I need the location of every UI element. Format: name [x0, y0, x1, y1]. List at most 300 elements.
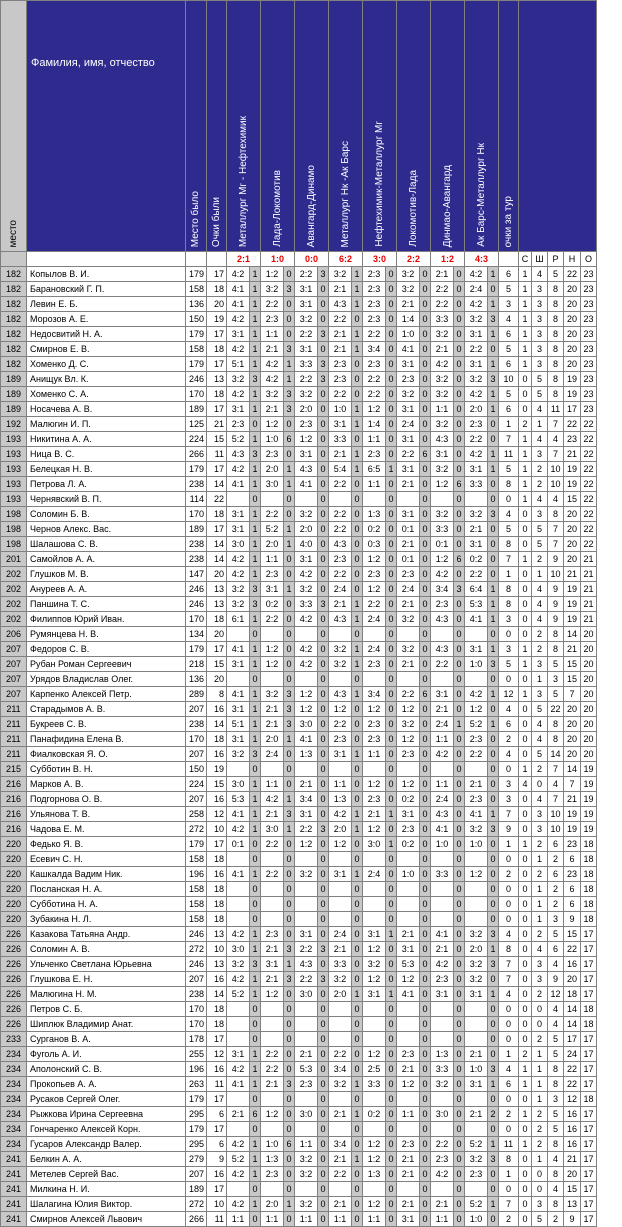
row-prediction-points: 0	[284, 657, 295, 672]
row-prediction-points: 3	[284, 807, 295, 822]
row-tour-points: 0	[499, 492, 519, 507]
row-result: 0	[519, 1092, 532, 1107]
row-was-place: 246	[186, 957, 207, 972]
row-prediction: 1:3	[295, 747, 318, 762]
row-prediction	[363, 1182, 386, 1197]
row-prediction-points: 0	[454, 537, 465, 552]
row-prediction-points: 0	[318, 1197, 329, 1212]
row-tour-points: 6	[499, 357, 519, 372]
row-was-place: 170	[186, 732, 207, 747]
row-prediction: 4:2	[227, 927, 250, 942]
row-prediction-points: 1	[352, 1107, 363, 1122]
row-prediction-points: 0	[352, 1167, 363, 1182]
row-place: 193	[1, 492, 27, 507]
row-prediction: 3:1	[329, 417, 352, 432]
row-prediction: 3:1	[397, 1212, 420, 1227]
row-prediction: 2:3	[363, 792, 386, 807]
row-place: 220	[1, 882, 27, 897]
row-name: Соломин Б. В.	[27, 507, 186, 522]
row-prediction: 2:3	[261, 1167, 284, 1182]
row-prediction: 3:2	[295, 1167, 318, 1182]
row-result: 7	[548, 792, 564, 807]
row-name: Носачева А. В.	[27, 402, 186, 417]
row-prediction-points: 1	[352, 822, 363, 837]
row-result: 18	[581, 882, 597, 897]
row-prediction-points: 0	[420, 597, 431, 612]
row-result: 5	[548, 927, 564, 942]
row-result: 1	[532, 1062, 548, 1077]
row-name: Филиппов Юрий Иван.	[27, 612, 186, 627]
row-prediction-points: 3	[250, 582, 261, 597]
row-result: 20	[581, 732, 597, 747]
row-prediction: 3:1	[227, 522, 250, 537]
row-result: 4	[548, 432, 564, 447]
row-prediction-points: 0	[420, 1182, 431, 1197]
row-was-place: 134	[186, 627, 207, 642]
row-result: 3	[532, 327, 548, 342]
row-prediction: 1:0	[329, 402, 352, 417]
row-prediction-points: 0	[318, 552, 329, 567]
row-tour-points: 6	[499, 267, 519, 282]
row-result: 20	[581, 717, 597, 732]
row-prediction: 2:0	[329, 987, 352, 1002]
row-prediction: 2:1	[295, 1047, 318, 1062]
table-row	[1, 972, 597, 987]
row-prediction-points: 0	[250, 1092, 261, 1107]
row-prediction-points: 0	[454, 702, 465, 717]
row-prediction: 2:3	[261, 312, 284, 327]
row-prediction-points: 0	[454, 792, 465, 807]
row-prediction: 2:2	[329, 522, 352, 537]
row-result: 1	[519, 282, 532, 297]
header-was-place: Место было	[186, 1, 207, 252]
row-place: 234	[1, 1062, 27, 1077]
row-result: 22	[581, 432, 597, 447]
row-prediction: 2:3	[465, 732, 488, 747]
row-prediction: 3:2	[295, 1152, 318, 1167]
row-prediction: 4:2	[431, 357, 454, 372]
row-prediction-points: 0	[284, 1212, 295, 1227]
table-row	[1, 402, 597, 417]
row-prediction-points: 0	[454, 867, 465, 882]
row-result: 7	[548, 537, 564, 552]
row-prediction: 1:0	[261, 432, 284, 447]
row-prediction-points: 1	[284, 522, 295, 537]
row-name: Недосвитий Н. А.	[27, 327, 186, 342]
row-prediction-points: 0	[386, 537, 397, 552]
row-result: 5	[532, 372, 548, 387]
row-prediction: 4:2	[227, 972, 250, 987]
row-was-place: 178	[186, 1032, 207, 1047]
row-prediction: 3:1	[465, 327, 488, 342]
row-result: 22	[564, 417, 581, 432]
row-was-points: 17	[207, 1032, 227, 1047]
row-prediction: 2:4	[431, 792, 454, 807]
row-name: Федько Я. В.	[27, 837, 186, 852]
row-result: 14	[564, 1017, 581, 1032]
row-result: 8	[548, 642, 564, 657]
row-name: Старадымов А. В.	[27, 702, 186, 717]
row-prediction-points: 0	[386, 1182, 397, 1197]
row-result: 22	[581, 447, 597, 462]
row-result: 22	[581, 492, 597, 507]
row-tour-points: 0	[499, 852, 519, 867]
row-prediction: 3:2	[227, 582, 250, 597]
row-prediction-points: 1	[250, 792, 261, 807]
row-prediction	[329, 1122, 352, 1137]
row-prediction-points: 1	[250, 702, 261, 717]
row-place: 182	[1, 312, 27, 327]
row-prediction: 0:1	[397, 522, 420, 537]
row-prediction-points: 0	[454, 327, 465, 342]
row-prediction-points: 0	[454, 1137, 465, 1152]
row-result: 5	[532, 522, 548, 537]
row-prediction-points: 0	[284, 627, 295, 642]
row-prediction-points: 0	[386, 642, 397, 657]
row-result: 17	[581, 1212, 597, 1227]
match-score: 6:2	[329, 252, 363, 267]
row-prediction-points: 3	[318, 357, 329, 372]
table-row	[1, 867, 597, 882]
row-prediction: 1:2	[329, 702, 352, 717]
row-prediction: 4:2	[329, 807, 352, 822]
row-result: 0	[519, 627, 532, 642]
row-prediction-points: 0	[386, 1197, 397, 1212]
row-prediction-points: 0	[250, 897, 261, 912]
row-prediction-points: 0	[284, 897, 295, 912]
table-row	[1, 642, 597, 657]
row-prediction-points: 0	[454, 672, 465, 687]
row-prediction: 2:2	[431, 657, 454, 672]
row-prediction: 1:2	[363, 582, 386, 597]
row-result: 1	[519, 1107, 532, 1122]
row-was-points: 18	[207, 732, 227, 747]
row-prediction: 1:2	[261, 1107, 284, 1122]
row-prediction: 2:2	[261, 612, 284, 627]
row-prediction: 4:2	[227, 567, 250, 582]
row-prediction: 5:3	[227, 792, 250, 807]
row-result: 0	[519, 972, 532, 987]
row-result: 12	[548, 987, 564, 1002]
row-result: 14	[564, 627, 581, 642]
row-prediction: 2:1	[465, 1107, 488, 1122]
row-prediction: 1:1	[261, 1212, 284, 1227]
row-prediction: 4:2	[431, 747, 454, 762]
row-prediction-points: 1	[488, 597, 499, 612]
row-prediction: 3:2	[431, 327, 454, 342]
row-was-place: 158	[186, 897, 207, 912]
header-match-5: Нефтехимик-Металлург Мг	[363, 1, 397, 252]
row-place: 241	[1, 1182, 27, 1197]
row-result: 17	[581, 1167, 597, 1182]
row-prediction-points: 1	[284, 822, 295, 837]
row-tour-points: 2	[499, 732, 519, 747]
row-prediction	[295, 1122, 318, 1137]
row-prediction: 4:1	[227, 807, 250, 822]
row-prediction: 3:2	[397, 717, 420, 732]
row-place: 207	[1, 657, 27, 672]
header-tour-points: очки за тур	[499, 1, 519, 252]
row-prediction-points: 0	[284, 267, 295, 282]
row-prediction: 3:0	[363, 837, 386, 852]
row-result: 3	[532, 447, 548, 462]
row-prediction-points: 0	[352, 312, 363, 327]
row-prediction: 3:3	[465, 477, 488, 492]
row-prediction-points: 0	[488, 882, 499, 897]
row-result: 8	[548, 507, 564, 522]
row-prediction: 3:1	[295, 297, 318, 312]
row-prediction: 5:2	[261, 522, 284, 537]
row-result: 16	[564, 1137, 581, 1152]
table-row	[1, 852, 597, 867]
row-result: 17	[581, 1077, 597, 1092]
row-result: 1	[519, 432, 532, 447]
row-prediction-points: 0	[420, 672, 431, 687]
row-prediction-points: 0	[420, 582, 431, 597]
row-result: 6	[548, 837, 564, 852]
row-prediction-points: 6	[250, 1107, 261, 1122]
table-row	[1, 957, 597, 972]
row-prediction-points: 6	[284, 432, 295, 447]
row-was-points: 12	[207, 1047, 227, 1062]
row-prediction-points: 0	[250, 1182, 261, 1197]
row-prediction: 5:3	[465, 597, 488, 612]
row-prediction-points: 0	[420, 1137, 431, 1152]
row-name: Малюгина Н. М.	[27, 987, 186, 1002]
row-prediction-points: 1	[250, 312, 261, 327]
row-prediction: 3:2	[227, 597, 250, 612]
row-prediction-points: 0	[420, 897, 431, 912]
row-result: 0	[519, 822, 532, 837]
row-prediction-points: 0	[488, 792, 499, 807]
row-prediction-points: 0	[386, 1212, 397, 1227]
table-row	[1, 447, 597, 462]
header-row	[1, 1, 597, 252]
row-place: 211	[1, 702, 27, 717]
row-prediction: 1:1	[227, 1212, 250, 1227]
row-prediction-points: 3	[318, 942, 329, 957]
row-prediction-points: 1	[352, 282, 363, 297]
row-tour-points: 3	[499, 642, 519, 657]
row-was-place: 272	[186, 1197, 207, 1212]
row-was-points: 16	[207, 1062, 227, 1077]
row-name: Подгорнова О. В.	[27, 792, 186, 807]
row-tour-points: 8	[499, 597, 519, 612]
row-prediction: 4:2	[295, 612, 318, 627]
row-prediction-points: 0	[420, 387, 431, 402]
row-result: 9	[548, 582, 564, 597]
row-prediction: 1:2	[397, 777, 420, 792]
table-row	[1, 1017, 597, 1032]
row-prediction-points: 0	[386, 477, 397, 492]
row-was-place: 179	[186, 462, 207, 477]
row-prediction-points: 1	[352, 987, 363, 1002]
row-was-place: 207	[186, 1167, 207, 1182]
row-place: 192	[1, 417, 27, 432]
row-was-place: 207	[186, 747, 207, 762]
row-prediction-points: 1	[250, 1077, 261, 1092]
row-was-place: 255	[186, 1047, 207, 1062]
row-name: Барановский Г. П.	[27, 282, 186, 297]
row-prediction-points: 0	[318, 777, 329, 792]
row-prediction: 2:2	[329, 567, 352, 582]
row-name: Белкин А. А.	[27, 1152, 186, 1167]
row-result: 3	[548, 912, 564, 927]
row-prediction: 2:3	[431, 597, 454, 612]
row-result: 22	[564, 1062, 581, 1077]
row-result: 23	[581, 282, 597, 297]
row-prediction: 3:1	[431, 687, 454, 702]
row-prediction-points: 0	[488, 1017, 499, 1032]
row-tour-points: 5	[499, 522, 519, 537]
row-prediction-points: 0	[318, 807, 329, 822]
row-place: 234	[1, 1047, 27, 1062]
row-prediction-points: 0	[318, 312, 329, 327]
row-result: 19	[581, 777, 597, 792]
row-prediction-points: 0	[420, 372, 431, 387]
row-prediction: 3:1	[397, 462, 420, 477]
row-prediction	[397, 762, 420, 777]
row-prediction-points: 0	[284, 642, 295, 657]
row-prediction: 2:2	[329, 717, 352, 732]
row-prediction: 2:2	[465, 342, 488, 357]
table-row	[1, 627, 597, 642]
row-tour-points: 3	[499, 297, 519, 312]
row-was-points: 15	[207, 657, 227, 672]
row-tour-points: 8	[499, 537, 519, 552]
row-prediction	[397, 1017, 420, 1032]
row-prediction-points: 0	[488, 552, 499, 567]
row-prediction: 1:1	[431, 402, 454, 417]
row-prediction-points: 0	[454, 432, 465, 447]
table-row	[1, 1002, 597, 1017]
row-prediction-points: 0	[284, 447, 295, 462]
row-prediction	[261, 492, 284, 507]
row-prediction-points: 0	[284, 567, 295, 582]
row-prediction-points: 3	[250, 372, 261, 387]
row-prediction	[227, 672, 250, 687]
row-prediction-points: 0	[454, 927, 465, 942]
row-prediction: 2:3	[261, 927, 284, 942]
row-was-points: 20	[207, 672, 227, 687]
row-result: 20	[564, 507, 581, 522]
row-prediction-points: 0	[284, 492, 295, 507]
row-prediction: 1:4	[397, 312, 420, 327]
row-was-place: 224	[186, 432, 207, 447]
row-was-place: 246	[186, 927, 207, 942]
row-result: 7	[564, 687, 581, 702]
row-prediction-points: 3	[488, 1152, 499, 1167]
row-prediction-points: 1	[250, 927, 261, 942]
row-prediction-points: 0	[284, 597, 295, 612]
row-prediction-points: 0	[454, 612, 465, 627]
row-prediction-points: 0	[454, 297, 465, 312]
row-result: 19	[581, 807, 597, 822]
row-result: 23	[581, 267, 597, 282]
row-prediction: 2:1	[397, 477, 420, 492]
row-prediction-points: 0	[352, 1197, 363, 1212]
row-prediction: 1:1	[363, 747, 386, 762]
row-prediction: 0:1	[431, 537, 454, 552]
score-row-blank	[27, 252, 186, 267]
row-prediction-points: 0	[318, 582, 329, 597]
row-prediction-points: 0	[250, 762, 261, 777]
row-prediction: 2:1	[397, 927, 420, 942]
row-prediction: 2:5	[363, 1062, 386, 1077]
row-prediction-points: 3	[318, 597, 329, 612]
row-prediction: 2:1	[329, 597, 352, 612]
row-prediction: 1:2	[261, 987, 284, 1002]
row-was-place: 196	[186, 867, 207, 882]
row-prediction: 5:2	[227, 1152, 250, 1167]
row-prediction: 2:1	[397, 1197, 420, 1212]
row-prediction-points: 1	[352, 327, 363, 342]
row-prediction: 1:2	[465, 702, 488, 717]
row-result: 0	[519, 1197, 532, 1212]
row-prediction: 2:1	[431, 702, 454, 717]
row-was-points: 16	[207, 972, 227, 987]
row-prediction: 4:2	[227, 462, 250, 477]
row-place: 226	[1, 1017, 27, 1032]
row-result: 18	[581, 852, 597, 867]
row-prediction-points: 0	[284, 312, 295, 327]
row-prediction	[363, 1017, 386, 1032]
row-prediction: 2:3	[363, 267, 386, 282]
row-result: 18	[581, 837, 597, 852]
row-prediction: 1:1	[363, 1212, 386, 1227]
row-prediction: 2:1	[261, 1077, 284, 1092]
row-prediction-points: 0	[352, 522, 363, 537]
row-prediction: 3:1	[295, 807, 318, 822]
table-row	[1, 927, 597, 942]
row-result: 0	[519, 882, 532, 897]
row-prediction-points: 6	[454, 477, 465, 492]
row-result: 15	[564, 492, 581, 507]
row-prediction: 2:1	[431, 342, 454, 357]
row-prediction-points: 1	[250, 357, 261, 372]
row-prediction: 4:2	[227, 312, 250, 327]
row-result: 0	[519, 1002, 532, 1017]
row-prediction: 2:1	[431, 267, 454, 282]
row-result: 20	[564, 702, 581, 717]
row-prediction: 2:2	[363, 327, 386, 342]
row-prediction: 3:2	[465, 1152, 488, 1167]
row-prediction	[295, 492, 318, 507]
match-score: 1:0	[261, 252, 295, 267]
row-prediction	[295, 912, 318, 927]
row-prediction: 1:0	[397, 327, 420, 342]
row-prediction-points: 0	[352, 627, 363, 642]
row-name: Чадова Е. М.	[27, 822, 186, 837]
row-prediction-points: 1	[250, 402, 261, 417]
row-prediction: 1:2	[431, 552, 454, 567]
row-result: 19	[581, 762, 597, 777]
row-prediction-points: 0	[318, 702, 329, 717]
row-prediction: 4:2	[465, 687, 488, 702]
row-prediction-points: 0	[284, 297, 295, 312]
row-prediction: 3:4	[363, 687, 386, 702]
row-prediction: 3:3	[431, 312, 454, 327]
row-prediction-points: 0	[284, 912, 295, 927]
row-tour-points: 7	[499, 957, 519, 972]
row-prediction: 3:1	[261, 582, 284, 597]
row-prediction-points: 0	[352, 762, 363, 777]
table-row	[1, 687, 597, 702]
row-was-points: 17	[207, 1122, 227, 1137]
row-prediction-points: 0	[454, 342, 465, 357]
row-tour-points: 4	[499, 507, 519, 522]
row-prediction: 1:2	[431, 477, 454, 492]
